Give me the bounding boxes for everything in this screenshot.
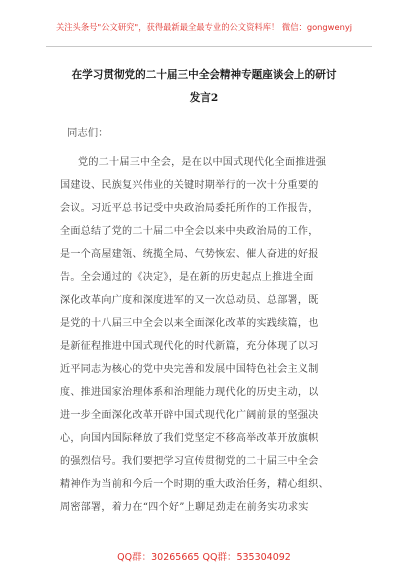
body-line: 告。全会通过的《决定》，是在新的历史起点上推进全面 [60, 272, 314, 283]
body-line: 精神作为当前和今后一个时期的重大政治任务，精心组织、 [60, 479, 329, 490]
body-line: 是一个高屋建瓴、统揽全局、气势恢宏、催人奋进的好报 [60, 249, 319, 260]
body-line: 是党的十八届三中全会以来全面深化改革的实践续篇，也 [60, 318, 319, 329]
header-banner-text: 关注头条号"公文研究"，获得最新最全最专业的公文资料库！ 微信：gongwenyj [55, 22, 353, 32]
body-line: 深化改革向广度和深度进军的又一次总动员、总部署，既 [60, 295, 319, 306]
document-title-line-2: 发言2 [189, 92, 219, 104]
body-line: 进一步全面深化改革开辟中国式现代化广阔前景的坚强决 [60, 410, 319, 421]
body-line: 全面总结了党的二十届二中全会以来中央政治局的工作， [60, 226, 319, 237]
body-line: 会议。习近平总书记受中央政治局委托所作的工作报告， [60, 203, 319, 214]
body-line: 党的二十届三中全会，是在以中国式现代化全面推进强 [78, 157, 327, 168]
body-line: 是新征程推进中国式现代化的时代新篇，充分体现了以习 [60, 341, 319, 352]
header-divider [46, 46, 372, 47]
footer-qq-groups: QQ群：30265665 QQ群：535304092 [117, 552, 291, 563]
document-title-line-1: 在学习贯彻党的二十届三中全会精神专题座谈会上的研讨 [71, 69, 337, 81]
body-line: 近平同志为核心的党中央完善和发展中国特色社会主义制 [60, 364, 319, 375]
body-line: 周密部署，着力在“四个好”上聊足劲走在前务实功求实 [60, 502, 309, 513]
body-line: 心，向国内国际释放了我们党坚定不移高举改革开放旗帜 [60, 433, 319, 444]
body-line: 的强烈信号。我们要把学习宣传贯彻党的二十届三中全会 [60, 456, 319, 467]
body-line: 度、推进国家治理体系和治理能力现代化的历史主动，以 [60, 387, 319, 398]
body-line: 国建设、民族复兴伟业的关键时期举行的一次十分重要的 [60, 180, 319, 191]
salutation: 同志们： [67, 127, 109, 139]
